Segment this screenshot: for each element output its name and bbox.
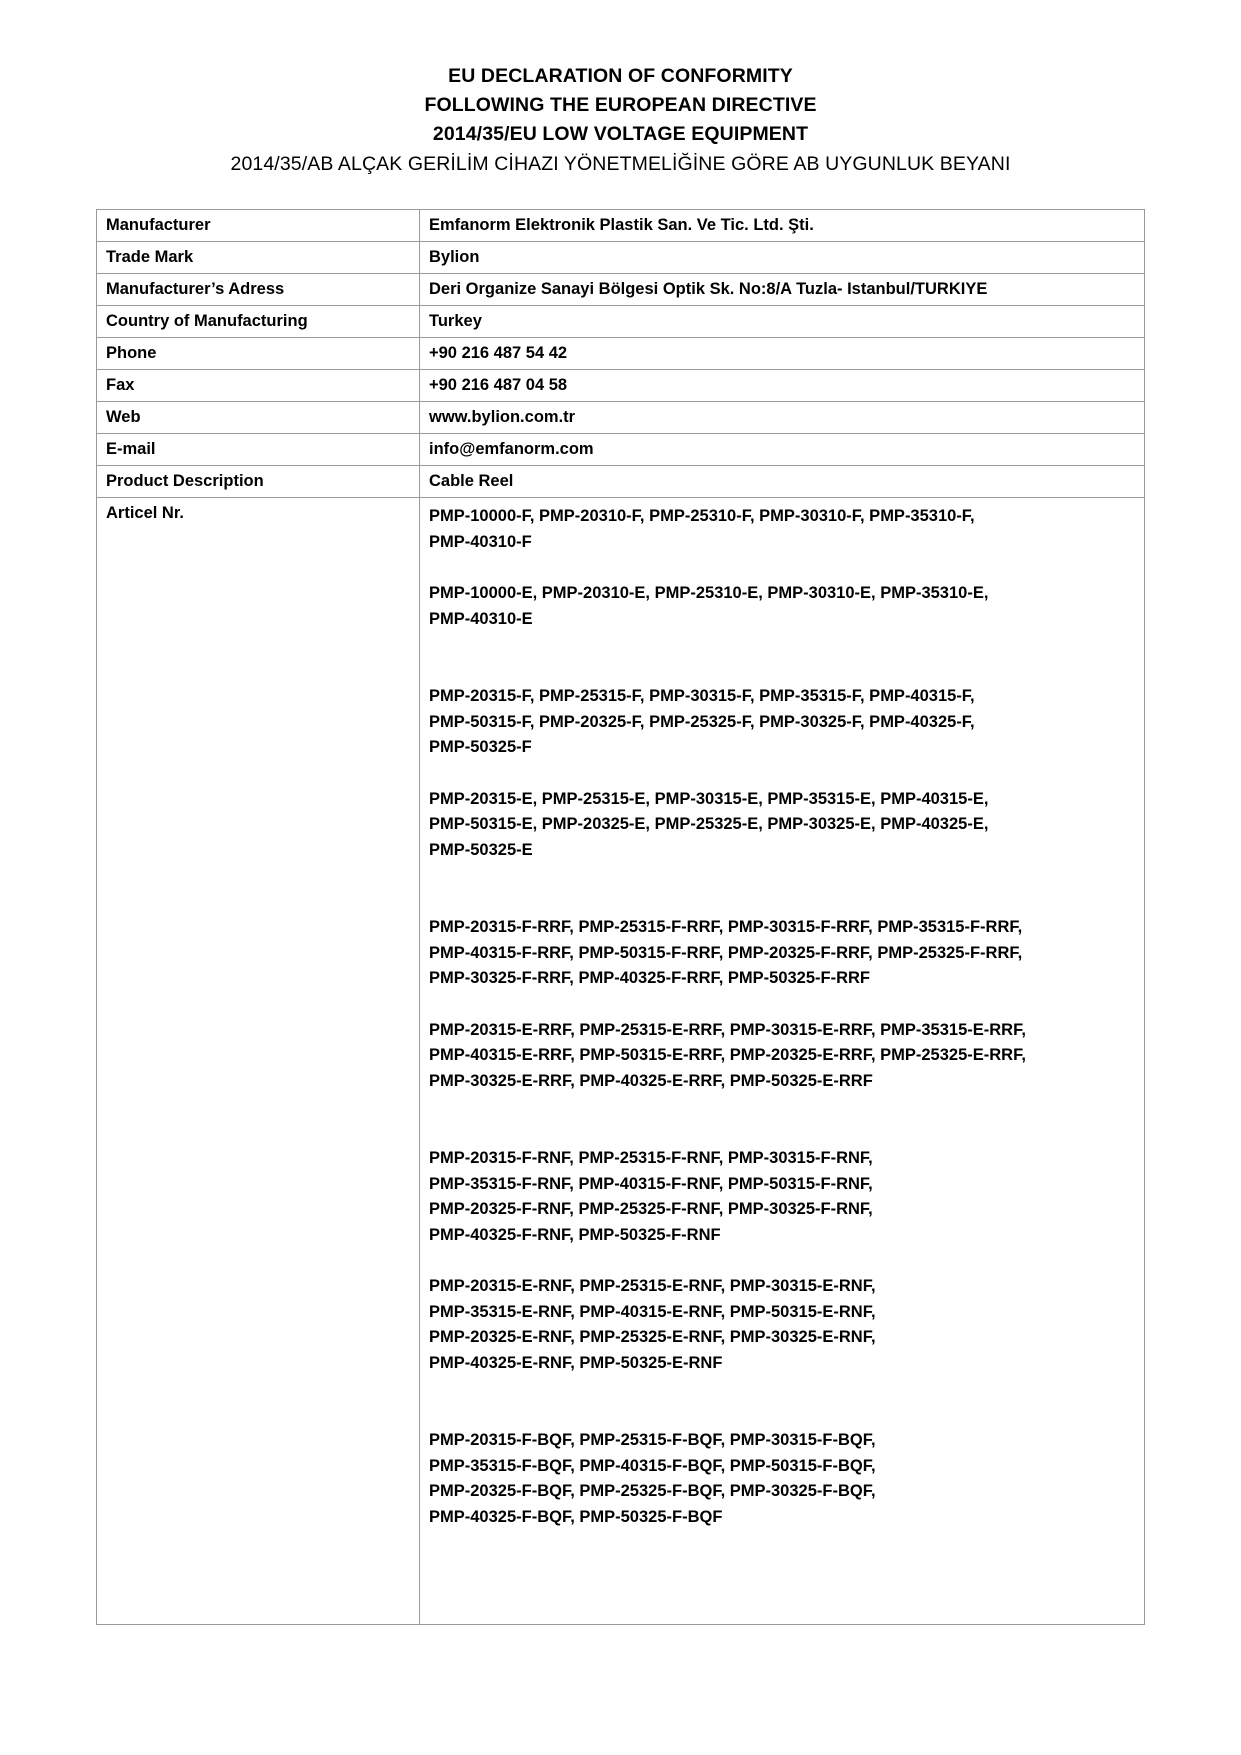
article-group — [429, 787, 1136, 864]
table-row — [97, 370, 1145, 402]
table-row — [97, 242, 1145, 274]
article-line: PMP-40310-E — [429, 609, 533, 628]
row-label-address: Manufacturer’s Adress — [97, 274, 420, 306]
article-line: PMP-30325-E-RRF, PMP-40325-E-RRF, PMP-50325-E-RRF — [429, 1071, 873, 1090]
article-line: PMP-35315-F-RNF, PMP-40315-F-RNF, PMP-50315-F-RNF, — [429, 1174, 873, 1193]
article-group — [429, 1146, 1136, 1248]
article-group — [429, 1274, 1136, 1376]
header-line-3: 2014/35/EU LOW VOLTAGE EQUIPMENT — [432, 123, 809, 145]
row-value-product-description: Cable Reel — [420, 466, 1145, 498]
row-label-product-description: Product Description — [97, 466, 420, 498]
article-group — [429, 1018, 1136, 1095]
row-label-trade-mark: Trade Mark — [97, 242, 420, 274]
article-line: PMP-50315-E, PMP-20325-E, PMP-25325-E, PMP-30325-E, PMP-40325-E, — [429, 815, 989, 833]
article-group — [429, 684, 1136, 761]
table-row — [97, 274, 1145, 306]
article-line: PMP-20315-F-BQF, PMP-25315-F-BQF, PMP-30315-F-BQF, — [429, 1431, 876, 1449]
article-line: PMP-40315-F-RRF, PMP-50315-F-RRF, PMP-20325-F-RRF, PMP-25325-F-RRF, — [429, 943, 1023, 962]
row-label-fax: Fax — [97, 370, 420, 402]
article-line: PMP-40325-F-RNF, PMP-50325-F-RNF — [429, 1225, 721, 1244]
article-line: PMP-50315-F, PMP-20325-F, PMP-25325-F, PMP-30325-F, PMP-40325-F, — [429, 712, 975, 731]
row-value-web: www.bylion.com.tr — [420, 402, 1145, 434]
row-label-manufacturer: Manufacturer — [97, 210, 420, 242]
article-line: PMP-20325-F-RNF, PMP-25325-F-RNF, PMP-30325-F-RNF, — [429, 1200, 873, 1218]
article-line: PMP-35315-E-RNF, PMP-40315-E-RNF, PMP-50315-E-RNF, — [429, 1302, 876, 1321]
row-label-phone: Phone — [97, 338, 420, 370]
article-line: PMP-20325-E-RNF, PMP-25325-E-RNF, PMP-30325-E-RNF, — [429, 1328, 876, 1346]
group-spacer — [429, 1120, 1136, 1146]
article-line: PMP-40325-F-BQF, PMP-50325-F-BQF — [429, 1507, 723, 1526]
table-row — [97, 306, 1145, 338]
article-line: PMP-20315-F-RNF, PMP-25315-F-RNF, PMP-30315-F-RNF, — [429, 1149, 873, 1167]
declaration-table — [96, 209, 1145, 1625]
table-row — [97, 338, 1145, 370]
row-value-fax: +90 216 487 04 58 — [420, 370, 1145, 402]
table-row-article-numbers — [97, 498, 1145, 1625]
row-value-phone: +90 216 487 54 42 — [420, 338, 1145, 370]
article-line: PMP-20325-F-BQF, PMP-25325-F-BQF, PMP-30325-F-BQF, — [429, 1482, 876, 1500]
article-line: PMP-20315-E-RNF, PMP-25315-E-RNF, PMP-30315-E-RNF, — [429, 1277, 876, 1295]
bottom-spacer — [429, 1556, 1136, 1616]
group-spacer — [429, 658, 1136, 684]
row-label-email: E-mail — [97, 434, 420, 466]
article-line: PMP-20315-E, PMP-25315-E, PMP-30315-E, PMP-35315-E, PMP-40315-E, — [429, 789, 989, 808]
article-line: PMP-20315-F, PMP-25315-F, PMP-30315-F, PMP-35315-F, PMP-40315-F, — [429, 687, 975, 705]
article-line: PMP-20315-F-RRF, PMP-25315-F-RRF, PMP-30315-F-RRF, PMP-35315-F-RRF, — [429, 918, 1023, 936]
article-line: PMP-40315-E-RRF, PMP-50315-E-RRF, PMP-20325-E-RRF, PMP-25325-E-RRF, — [429, 1046, 1026, 1064]
document-header — [96, 62, 1145, 179]
article-line: PMP-10000-E, PMP-20310-E, PMP-25310-E, PMP-30310-E, PMP-35310-E, — [429, 584, 989, 602]
row-value-trade-mark: Bylion — [420, 242, 1145, 274]
header-line-4-turkish: 2014/35/AB ALÇAK GERİLİM CİHAZI YÖNETMELİĞİNE GÖRE AB UYGUNLUK BEYANI — [230, 153, 1011, 175]
article-line: PMP-50325-F — [429, 738, 532, 756]
article-group — [429, 1428, 1136, 1530]
article-line: PMP-50325-E — [429, 840, 533, 859]
row-label-country: Country of Manufacturing — [97, 306, 420, 338]
header-line-2: FOLLOWING THE EUROPEAN DIRECTIVE — [424, 94, 817, 116]
row-value-country: Turkey — [420, 306, 1145, 338]
table-row — [97, 210, 1145, 242]
row-value-manufacturer: Emfanorm Elektronik Plastik San. Ve Tic. Ltd. Şti. — [420, 210, 1145, 242]
table-row — [97, 402, 1145, 434]
article-group — [429, 915, 1136, 992]
article-group — [429, 504, 1136, 555]
row-value-article-nr — [420, 498, 1145, 1625]
article-line: PMP-10000-F, PMP-20310-F, PMP-25310-F, PMP-30310-F, PMP-35310-F, — [429, 507, 975, 525]
row-label-article-nr: Articel Nr. — [97, 498, 420, 1625]
article-group — [429, 581, 1136, 632]
article-line: PMP-40310-F — [429, 532, 532, 551]
table-row — [97, 466, 1145, 498]
group-spacer — [429, 889, 1136, 915]
row-value-email: info@emfanorm.com — [420, 434, 1145, 466]
article-line: PMP-35315-F-BQF, PMP-40315-F-BQF, PMP-50315-F-BQF, — [429, 1456, 876, 1475]
article-line: PMP-40325-E-RNF, PMP-50325-E-RNF — [429, 1353, 723, 1372]
group-spacer — [429, 1402, 1136, 1428]
row-value-address: Deri Organize Sanayi Bölgesi Optik Sk. No:8/A Tuzla- Istanbul/TURKIYE — [420, 274, 1145, 306]
article-line: PMP-20315-E-RRF, PMP-25315-E-RRF, PMP-30315-E-RRF, PMP-35315-E-RRF, — [429, 1020, 1026, 1039]
header-line-1: EU DECLARATION OF CONFORMITY — [448, 65, 793, 87]
table-row — [97, 434, 1145, 466]
row-label-web: Web — [97, 402, 420, 434]
declaration-table-body — [97, 210, 1145, 1625]
article-line: PMP-30325-F-RRF, PMP-40325-F-RRF, PMP-50325-F-RRF — [429, 969, 871, 987]
